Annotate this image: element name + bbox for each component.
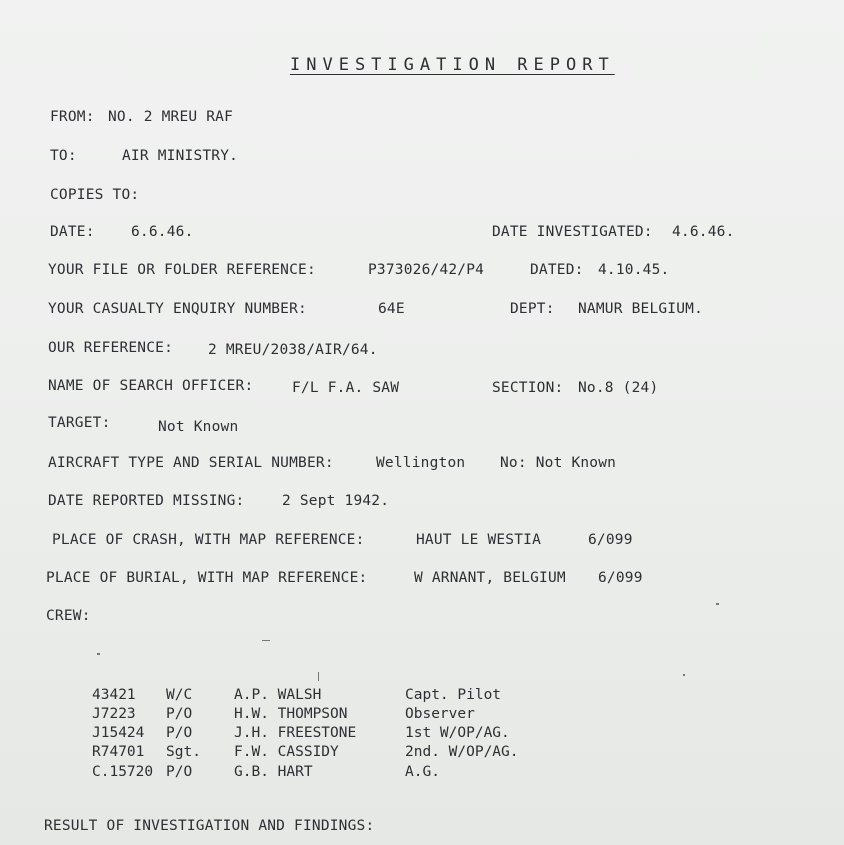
crew-rank: P/O — [166, 764, 193, 780]
crew-name: F.W. CASSIDY — [234, 744, 339, 760]
date-missing-value: 2 Sept 1942. — [282, 493, 390, 509]
crew-service-number: J15424 — [92, 725, 145, 741]
date-missing-label: DATE REPORTED MISSING: — [48, 493, 245, 509]
paper-speck — [716, 603, 719, 605]
crew-role: Capt. Pilot — [405, 687, 502, 703]
file-ref-value: P373026/42/P4 — [368, 262, 485, 278]
paper-speck — [318, 672, 319, 681]
report-title: INVESTIGATION REPORT — [290, 55, 615, 75]
paper-speck — [683, 674, 685, 676]
date-label: DATE: — [50, 224, 95, 240]
file-dated-value: 4.10.45. — [598, 262, 670, 278]
place-of-burial-value: W ARNANT, BELGIUM — [414, 570, 566, 586]
copies-to-label: COPIES TO: — [50, 187, 140, 203]
crew-row — [0, 686, 844, 705]
result-label: RESULT OF INVESTIGATION AND FINDINGS: — [44, 818, 375, 834]
crew-role: 1st W/OP/AG. — [405, 725, 510, 741]
our-reference-value: 2 MREU/2038/AIR/64. — [208, 342, 378, 358]
date-investigated-label: DATE INVESTIGATED: — [492, 224, 653, 240]
crew-service-number: R74701 — [92, 744, 145, 760]
crew-rank: P/O — [166, 725, 193, 741]
place-of-burial-label: PLACE OF BURIAL, WITH MAP REFERENCE: — [46, 570, 368, 586]
crew-row — [0, 705, 844, 724]
to-value: AIR MINISTRY. — [122, 148, 239, 164]
crew-service-number: C.15720 — [92, 764, 154, 780]
crew-row — [0, 763, 844, 782]
place-of-crash-value: HAUT LE WESTIA — [416, 532, 542, 548]
file-ref-label: YOUR FILE OR FOLDER REFERENCE: — [48, 262, 316, 278]
crew-service-number: J7223 — [92, 706, 136, 722]
crew-rank: W/C — [166, 687, 193, 703]
place-of-burial-map-ref: 6/099 — [598, 570, 643, 586]
dept-value: NAMUR BELGIUM. — [578, 301, 704, 317]
date-value: 6.6.46. — [131, 224, 194, 240]
crew-role: 2nd. W/OP/AG. — [405, 744, 519, 760]
to-label: TO: — [50, 148, 77, 164]
crew-name: G.B. HART — [234, 764, 313, 780]
search-officer-value: F/L F.A. SAW — [292, 380, 400, 396]
paper-speck — [262, 640, 270, 641]
casualty-enquiry-label: YOUR CASUALTY ENQUIRY NUMBER: — [48, 301, 307, 317]
crew-rank: Sgt. — [166, 744, 201, 760]
date-investigated-value: 4.6.46. — [672, 224, 735, 240]
casualty-enquiry-value: 64E — [378, 301, 405, 317]
crew-label: CREW: — [46, 608, 91, 624]
paper-speck — [97, 653, 100, 655]
target-label: TARGET: — [48, 415, 111, 431]
file-dated-label: DATED: — [530, 262, 584, 278]
crew-row — [0, 743, 844, 762]
search-officer-label: NAME OF SEARCH OFFICER: — [48, 378, 254, 394]
aircraft-label: AIRCRAFT TYPE AND SERIAL NUMBER: — [48, 455, 334, 471]
section-label: SECTION: — [492, 380, 564, 396]
crew-row — [0, 724, 844, 743]
place-of-crash-label: PLACE OF CRASH, WITH MAP REFERENCE: — [52, 532, 365, 548]
crew-name: H.W. THOMPSON — [234, 706, 348, 722]
crew-role: Observer — [405, 706, 475, 722]
crew-rank: P/O — [166, 706, 193, 722]
crew-service-number: 43421 — [92, 687, 136, 703]
crew-name: J.H. FREESTONE — [234, 725, 357, 741]
section-value: No.8 (24) — [578, 380, 659, 396]
aircraft-serial-value: No: Not Known — [500, 455, 617, 471]
place-of-crash-map-ref: 6/099 — [588, 532, 633, 548]
crew-role: A.G. — [405, 764, 440, 780]
dept-label: DEPT: — [510, 301, 555, 317]
from-label: FROM: — [50, 109, 95, 125]
crew-name: A.P. WALSH — [234, 687, 322, 703]
aircraft-type-value: Wellington — [376, 455, 466, 471]
our-reference-label: OUR REFERENCE: — [48, 340, 174, 356]
from-value: NO. 2 MREU RAF — [108, 109, 234, 125]
target-value: Not Known — [158, 419, 239, 435]
